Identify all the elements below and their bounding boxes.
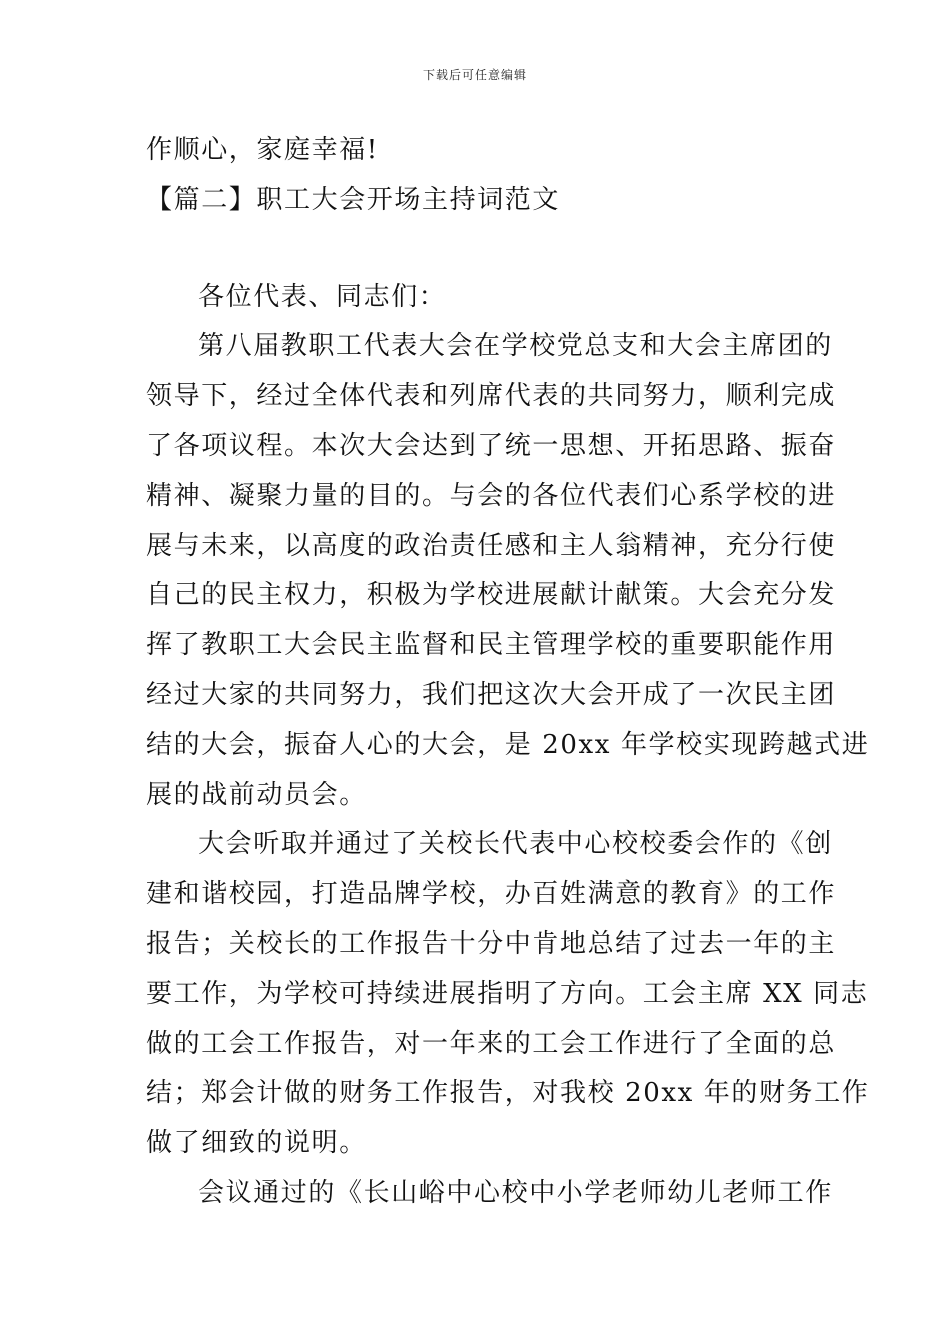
paragraph-line: 结；郑会计做的财务工作报告，对我校 20xx 年的财务工作 — [146, 1078, 870, 1109]
paragraph-line: 作顺心，家庭幸福! — [146, 135, 379, 165]
paragraph-line: 结的大会，振奋人心的大会，是 20xx 年学校实现跨越式进 — [146, 729, 870, 760]
section-heading: 【篇二】职工大会开场主持词范文 — [146, 184, 561, 215]
paragraph-line: 经过大家的共同努力，我们把这次大会开成了一次民主团 — [146, 679, 837, 710]
paragraph-line: 展的战前动员会。 — [146, 779, 367, 810]
paragraph-line: 报告；关校长的工作报告十分中肯地总结了过去一年的主 — [146, 928, 837, 959]
page-header-note: 下载后可任意编辑 — [422, 68, 527, 82]
paragraph-line: 精神、凝聚力量的目的。与会的各位代表们心系学校的进 — [146, 480, 837, 511]
paragraph-line: 做了细致的说明。 — [146, 1128, 367, 1159]
salutation-line: 各位代表、同志们： — [198, 281, 447, 312]
paragraph-line: 大会听取并通过了关校长代表中心校校委会作的《创 — [198, 829, 833, 860]
document-body — [146, 126, 870, 1219]
paragraph-line: 要工作，为学校可持续进展指明了方向。工会主席 XX 同志 — [146, 978, 869, 1009]
paragraph-line: 挥了教职工大会民主监督和民主管理学校的重要职能作用 — [146, 630, 837, 661]
paragraph-line: 领导下，经过全体代表和列席代表的共同努力，顺利完成 — [146, 381, 837, 412]
blank-spacer — [146, 226, 808, 273]
paragraph-line: 自己的民主权力，积极为学校进展献计献策。大会充分发 — [146, 580, 837, 611]
paragraph-line: 了各项议程。本次大会达到了统一思想、开拓思路、振奋 — [146, 430, 837, 461]
paragraph-line: 展与未来，以高度的政治责任感和主人翁精神，充分行使 — [146, 530, 837, 561]
paragraph-line: 第八届教职工代表大会在学校党总支和大会主席团的 — [198, 331, 833, 362]
paragraph-line: 做的工会工作报告，对一年来的工会工作进行了全面的总 — [146, 1028, 837, 1059]
paragraph-line: 会议通过的《长山峪中心校中小学老师幼儿老师工作 — [198, 1177, 833, 1208]
paragraph-line: 建和谐校园，打造品牌学校，办百姓满意的教育》的工作 — [146, 879, 837, 910]
